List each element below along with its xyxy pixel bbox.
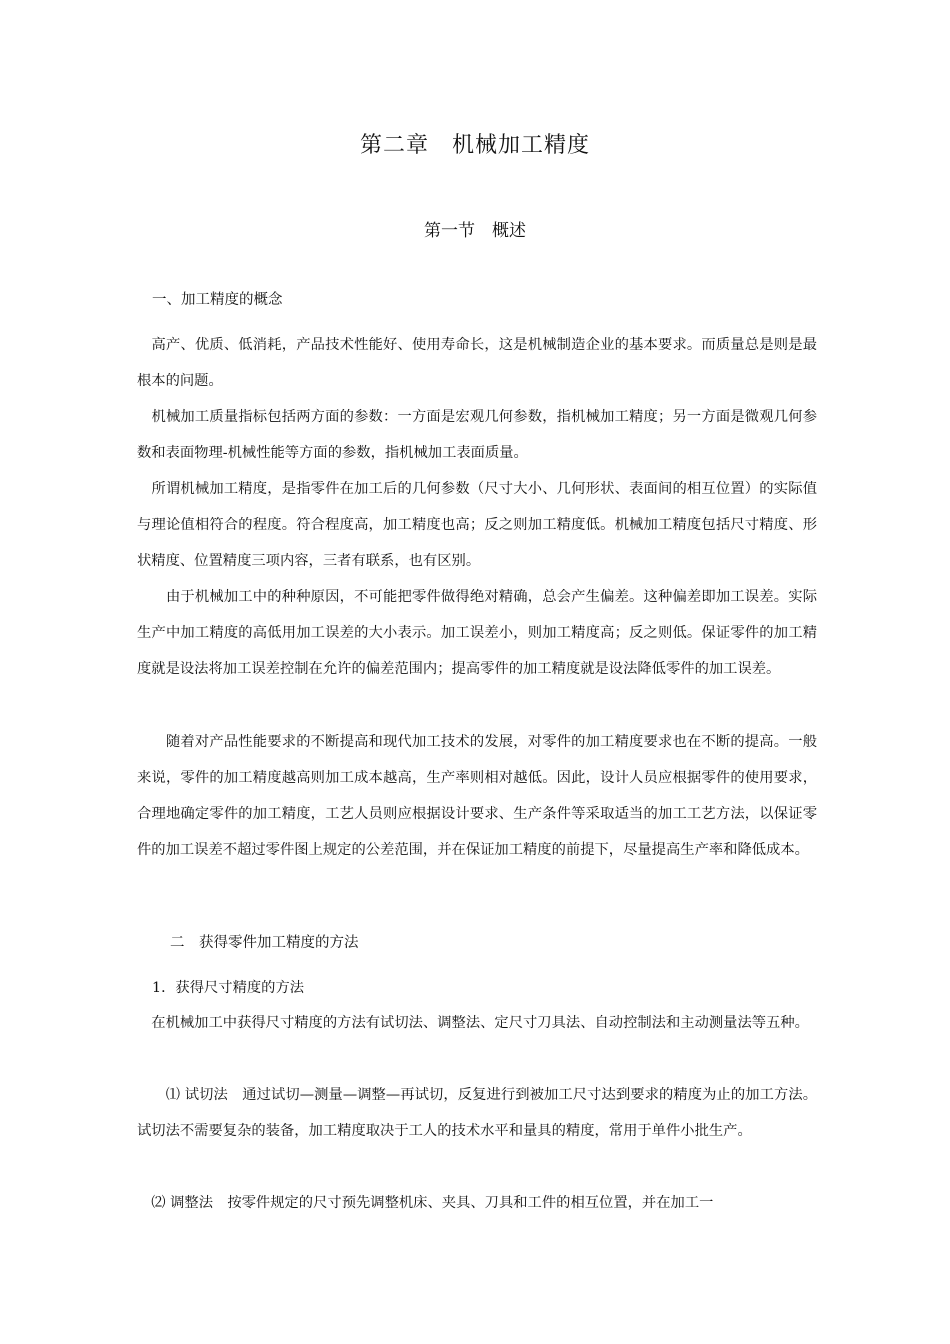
section-title: 第一节 概述: [424, 221, 526, 241]
paragraph-6: 在机械加工中获得尺寸精度的方法有试切法、调整法、定尺寸刀具法、自动控制法和主动测量法等五种。: [137, 1015, 809, 1031]
paragraph-2: 机械加工质量指标包括两方面的参数：一方面是宏观几何参数，指机械加工精度；另一方面是微观几何参数和表面物理-机械性能等方面的参数，指机械加工表面质量。: [137, 409, 817, 461]
paragraph-1: 高产、优质、低消耗，产品技术性能好、使用寿命长，这是机械制造企业的基本要求。而质量总是则是最根本的问题。: [137, 337, 817, 389]
paragraph-7: ⑴ 试切法 通过试切—测量—调整—再试切，反复进行到被加工尺寸达到要求的精度为止的加工方法。试切法不需要复杂的装备，加工精度取决于工人的技术水平和量具的精度，常用于单件小批生产。: [137, 1087, 817, 1139]
paragraph-5: 随着对产品性能要求的不断提高和现代加工技术的发展，对零件的加工精度要求也在不断的提高。一般来说，零件的加工精度越高则加工成本越高，生产率则相对越低。因此，设计人员应根据零件的使用要求，合理地确定零件的加工精度，工艺人员则应根据设计要求、生产条件等采取适当的加工工艺方法，以保证零件的加工误差不超过零件图上规定的公差范围，并在保证加工精度的前提下，尽量提高生产率和降低成本。: [137, 734, 817, 858]
heading-concept: 一、加工精度的概念: [152, 292, 283, 308]
paragraph-4: 由于机械加工中的种种原因，不可能把零件做得绝对精确，总会产生偏差。这种偏差即加工误差。实际生产中加工精度的高低用加工误差的大小表示。加工误差小，则加工精度高；反之则低。保证零件的加工精度就是设法将加工误差控制在允许的偏差范围内；提高零件的加工精度就是设法降低零件的加工误差。: [137, 589, 817, 677]
paragraph-3: 所谓机械加工精度，是指零件在加工后的几何参数（尺寸大小、几何形状、表面间的相互位置）的实际值与理论值相符合的程度。符合程度高，加工精度也高；反之则加工精度低。机械加工精度包括尺寸精度、形状精度、位置精度三项内容，三者有联系，也有区别。: [137, 481, 817, 569]
subheading-size-accuracy: 1．获得尺寸精度的方法: [152, 980, 305, 996]
paragraph-8: ⑵ 调整法 按零件规定的尺寸预先调整机床、夹具、刀具和工件的相互位置，并在加工一: [137, 1195, 714, 1211]
chapter-title: 第二章 机械加工精度: [359, 133, 590, 158]
heading-methods: 二 获得零件加工精度的方法: [170, 935, 359, 951]
